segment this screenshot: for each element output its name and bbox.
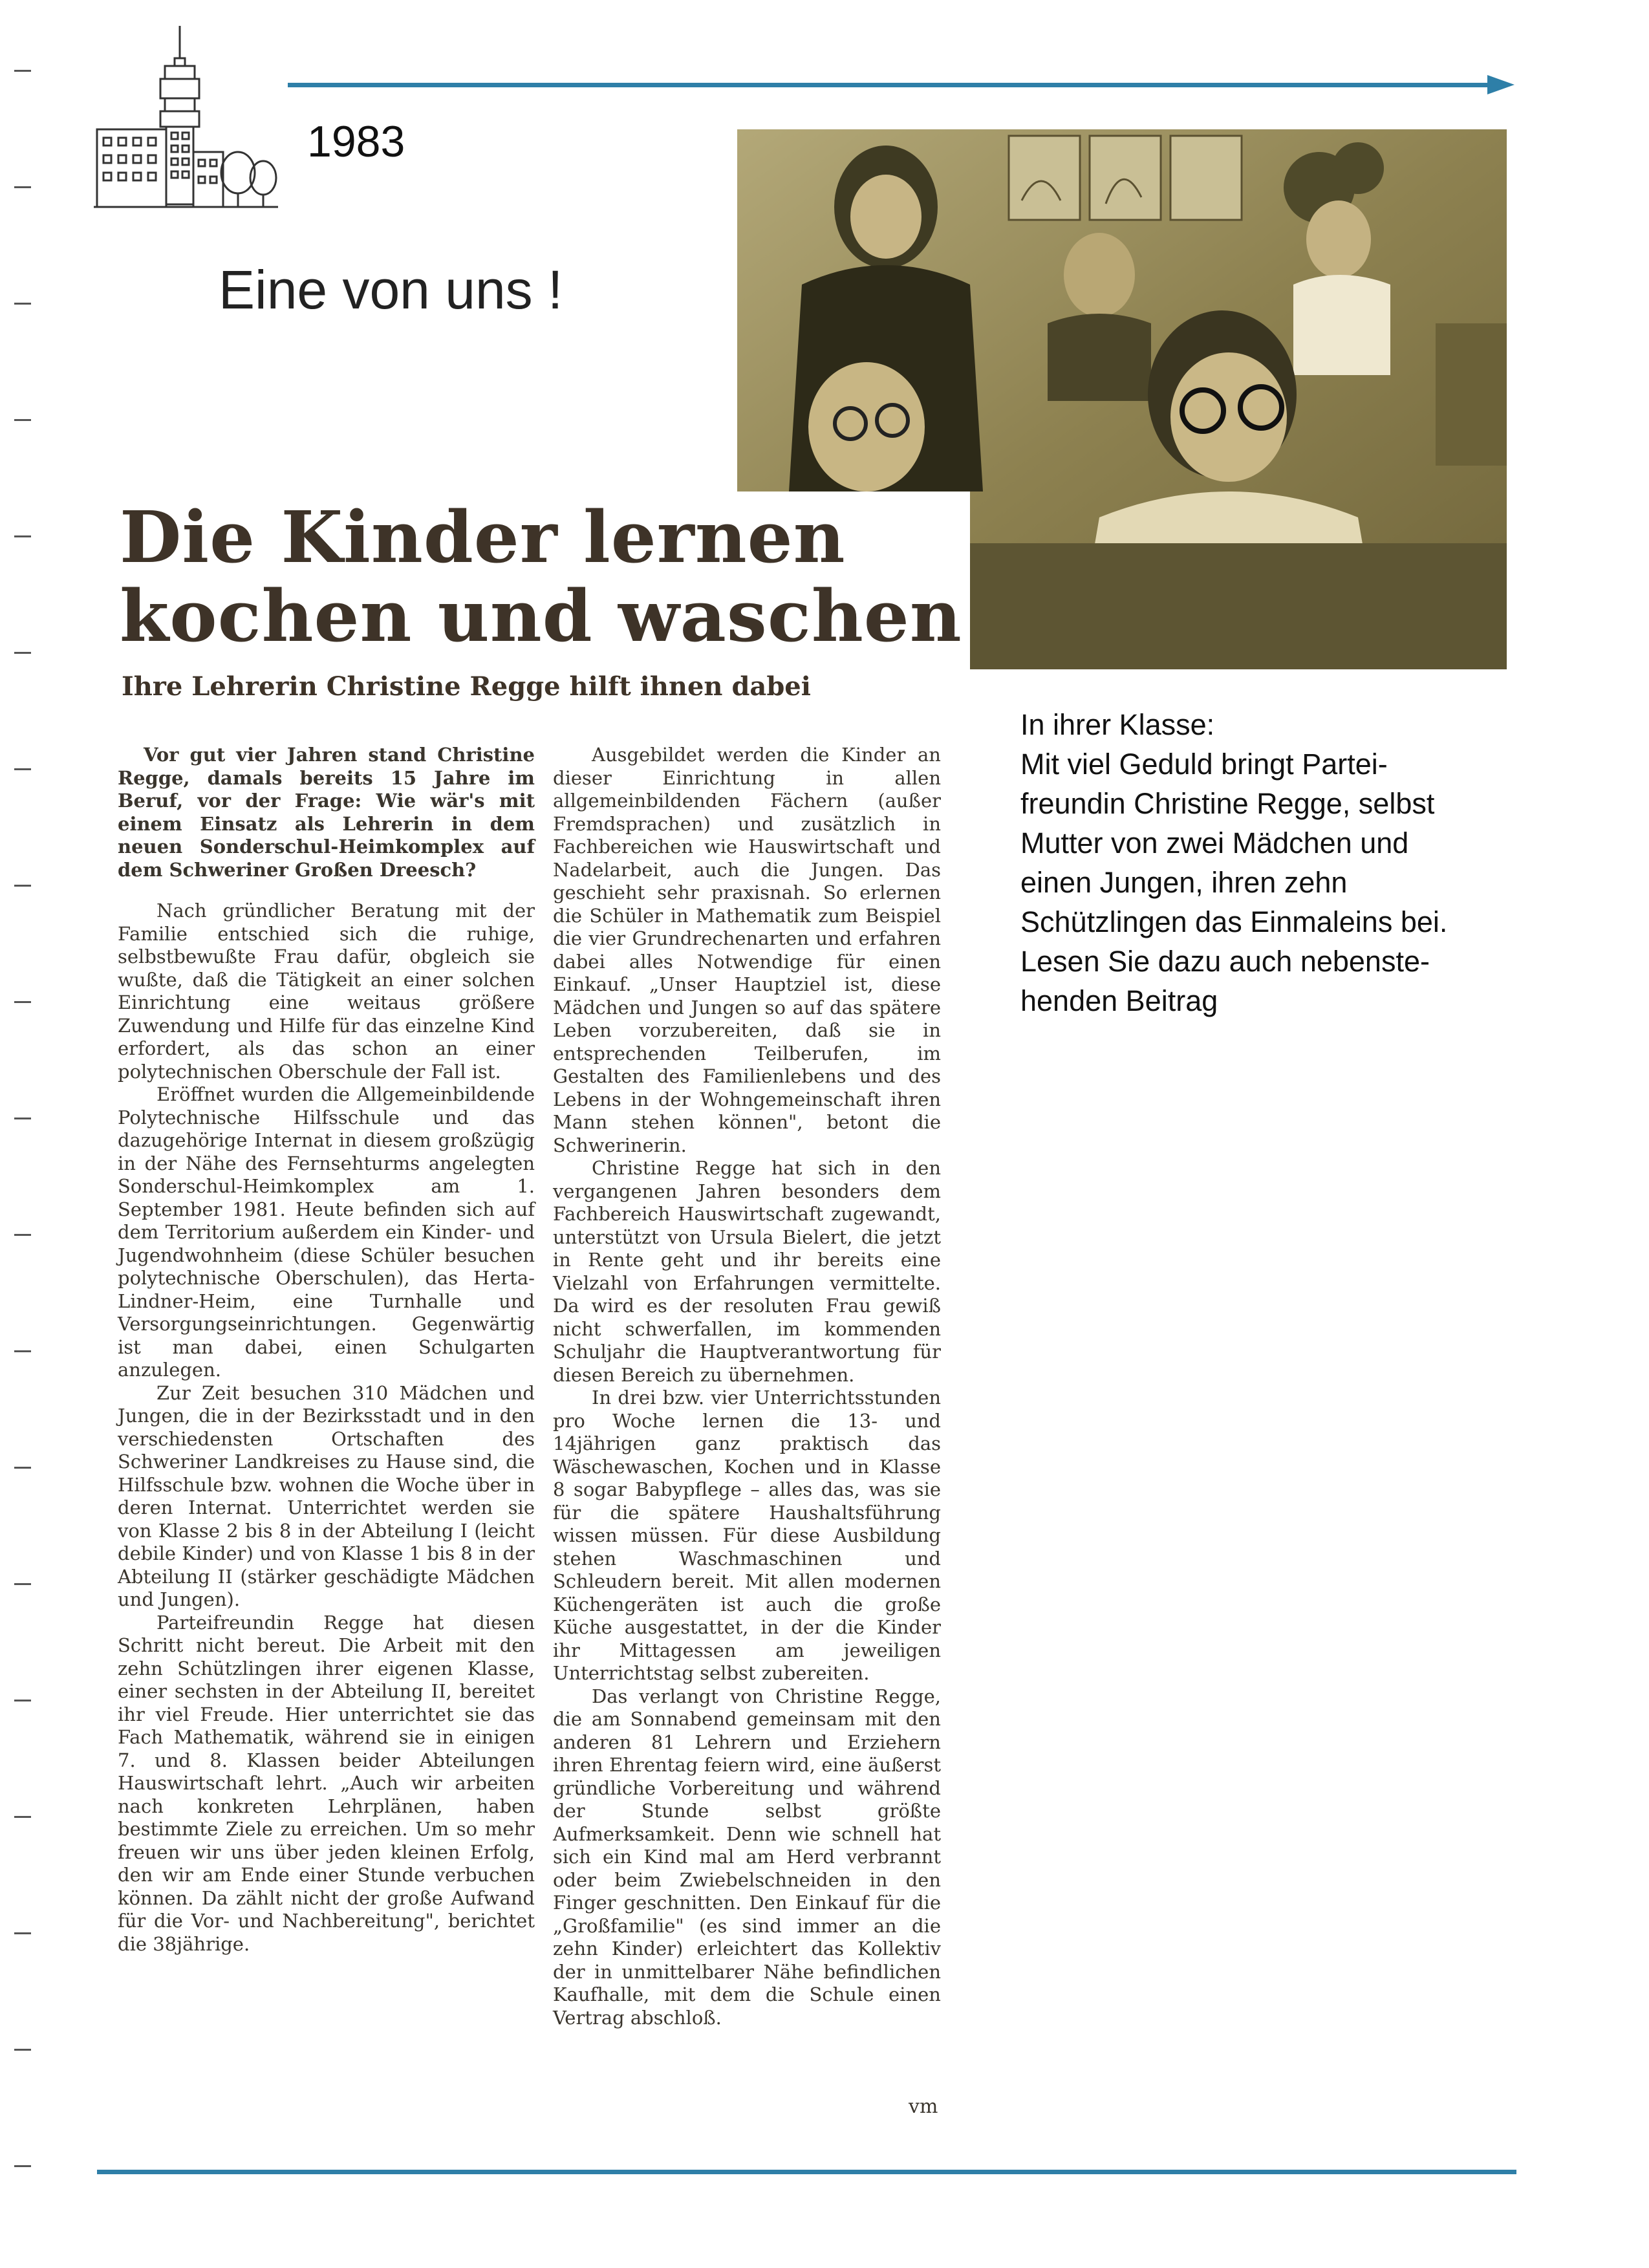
binding-tick — [14, 1467, 31, 1469]
binding-tick — [14, 1234, 31, 1236]
caption-line: einen Jungen, ihren zehn — [1020, 866, 1348, 899]
article-title-line-1: Die Kinder lernen — [120, 495, 846, 579]
article-paragraph: Nach gründlicher Beratung mit der Familie entschied sich die ruhige, selbstbewußte Frau dafür, obgleich sie wußte, daß die Tätigkeit an einer solchen Einrichtung eine weitaus größere Zuwendung und Hilfe für das einzelne Kind erfordert, als das schon an einer polytechnischen Oberschule der Fall ist. — [118, 900, 535, 1083]
caption-line: Lesen Sie dazu auch nebenste- — [1020, 945, 1430, 978]
binding-tick — [14, 1350, 31, 1352]
article-paragraph: In drei bzw. vier Unterrichtsstunden pro Woche lernen die 13- und 14jährigen ganz praktisch das Wäschewaschen, Kochen und in Klasse 8 sogar Babypflege – alles das, was sie für die spätere Haushaltsführung wissen müssen. Für diese Ausbildung stehen Waschmaschinen und Schleudern bereit. Mit allen modernen Küchengeräten ist auch die große Küche ausgestattet, in der die Kinder ihr Mittagessen am jeweiligen Unterrichtstag selbst zubereiten. — [553, 1387, 941, 1684]
arrow-right-icon — [1487, 75, 1514, 94]
binding-tick — [14, 1583, 31, 1585]
binding-tick — [14, 768, 31, 770]
binding-tick — [14, 1816, 31, 1818]
article-title-line-2: kochen und waschen — [120, 574, 962, 658]
caption-line: freundin Christine Regge, selbst — [1020, 787, 1435, 820]
article-paragraph: Parteifreundin Regge hat diesen Schritt nicht bereut. Die Arbeit mit den zehn Schützlingen ihrer eigenen Klasse, einer sechsten in der Abteilung II, bereitet ihr viel Freude. Hier unterrichtet sie das Fach Mathematik, während sie in einigen 7. und 8. Klassen beider Abteilungen Hauswirtschaft lehrt. „Auch wir arbeiten nach konkreten Lehrplänen, haben bestimmte Ziele zu erreichen. Um so mehr freuen wir uns über jeden kleinen Erfolg, den wir am Ende einer Stunde verbuchen können. Da zählt nicht der große Aufwand für die Vor- und Nachbereitung", berichtet die 38jährige. — [118, 1611, 535, 1955]
year-label: 1983 — [307, 117, 405, 166]
binding-tick — [14, 535, 31, 537]
binding-tick — [14, 2049, 31, 2051]
article-paragraph: Zur Zeit besuchen 310 Mädchen und Jungen, die in der Bezirksstadt und in den verschiedensten Ortschaften des Schweriner Landkreises zu Hause sind, die Hilfsschule bzw. wohnen die Woche über in deren Internat. Unterrichtet werden sie von Klasse 2 bis 8 in der Abteilung I (leicht debile Kinder) und von Klasse 1 bis 8 in der Abteilung II (stärker geschädigte Mädchen und Jungen). — [118, 1381, 535, 1610]
article-title — [120, 495, 967, 658]
binding-tick — [14, 885, 31, 887]
article-paragraph: Christine Regge hat sich in den vergangenen Jahren besonders dem Fachbereich Hauswirtschaft zugewandt, unterstützt von Ursula Bielert, die jetzt in Rente geht und ihr bereits eine Vielzahl von Erfahrungen vermittelte. Da wird es der resoluten Frau gewiß nicht schwerfallen, im kommenden Schuljahr die Hauptverantwortung für diesen Bereich zu übernehmen. — [553, 1157, 941, 1386]
binding-tick — [14, 1700, 31, 1701]
page-headline: Eine von uns ! — [219, 259, 563, 320]
binding-tick — [14, 652, 31, 654]
article-paragraph: Das verlangt von Christine Regge, die am Sonnabend gemeinsam mit den anderen 81 Lehrern und Erziehern ihren Ehrentag feiern wird, eine äußerst gründliche Vorbereitung und während der Stunde selbst größte Aufmerksamkeit. Denn wie schnell hat sich ein Kind mal am Herd verbrannt oder beim Zwiebelschneiden in den Finger geschnitten. Den Einkauf für die „Großfamilie" (es sind immer an die zehn Kinder) erleichtert das Kollektiv der in unmittelbarer Nähe befindlichen Kaufhalle, mit dem die Schule einen Vertrag abschloß. — [553, 1685, 941, 2029]
article-subtitle: Ihre Lehrerin Christine Regge hilft ihnen dabei — [122, 671, 811, 702]
caption-line: Schützlingen das Einmaleins bei. — [1020, 905, 1448, 938]
bottom-rule — [97, 2170, 1516, 2174]
binding-tick — [14, 303, 31, 305]
caption-line: Mutter von zwei Mädchen und — [1020, 826, 1409, 859]
binding-margin-ticks — [0, 0, 39, 2268]
caption-line: In ihrer Klasse: — [1020, 708, 1215, 741]
article-lead: Vor gut vier Jahren stand Christine Regge, damals bereits 15 Jahre im Beruf, vor der Frage: Wie wär's mit einem Einsatz als Lehrerin in dem neuen Sonderschul-Heimkomplex auf dem Schweriner Großen Dreesch? — [118, 744, 535, 881]
caption-line: henden Beitrag — [1020, 984, 1218, 1017]
article-paragraph: Ausgebildet werden die Kinder an dieser Einrichtung in allen allgemeinbildenden Fächern (außer Fremdsprachen) und zusätzlich in Fachbereichen wie Hauswirtschaft und Nadelarbeit, auch die Jungen. Das geschieht sehr praxisnah. So erlernen die Schüler in Mathematik zum Beispiel die vier Grundrechenarten und erfahren dabei alles Notwendige für einen Einkauf. „Unser Hauptziel ist, diese Mädchen und Jungen so auf das spätere Leben vorzubereiten, daß sie in entsprechenden Teilberufen, im Gestalten des Familienlebens und des Lebens in der Wohngemeinschaft ihren Mann stehen können", betont die Schwerinerin. — [553, 744, 941, 1156]
photo-caption — [1020, 705, 1512, 1021]
binding-tick — [14, 186, 31, 188]
top-rule — [288, 83, 1503, 87]
author-initials: vm — [909, 2095, 938, 2118]
tv-tower-building-icon — [94, 23, 278, 217]
caption-line: Mit viel Geduld bringt Partei- — [1020, 748, 1388, 781]
article-paragraph: Eröffnet wurden die Allgemeinbildende Polytechnische Hilfsschule und das dazugehörige Internat in diesem großzügig in der Nähe des Fernsehturms angelegten Sonderschul-Heimkomplex am 1. September 1981. Heute befinden sich auf dem Territorium außerdem ein Kinder- und Jugendwohnheim (diese Schüler besuchen polytechnische Oberschulen), das Herta-Lindner-Heim, eine Turnhalle und Versorgungseinrichtungen. Gegenwärtig ist man dabei, einen Schulgarten anzulegen. — [118, 1083, 535, 1381]
binding-tick — [14, 1932, 31, 1934]
binding-tick — [14, 1118, 31, 1119]
article-column-2 — [553, 744, 941, 2029]
article-column-1 — [118, 744, 535, 1956]
binding-tick — [14, 419, 31, 421]
binding-tick — [14, 70, 31, 72]
binding-tick — [14, 1001, 31, 1003]
binding-tick — [14, 2165, 31, 2167]
